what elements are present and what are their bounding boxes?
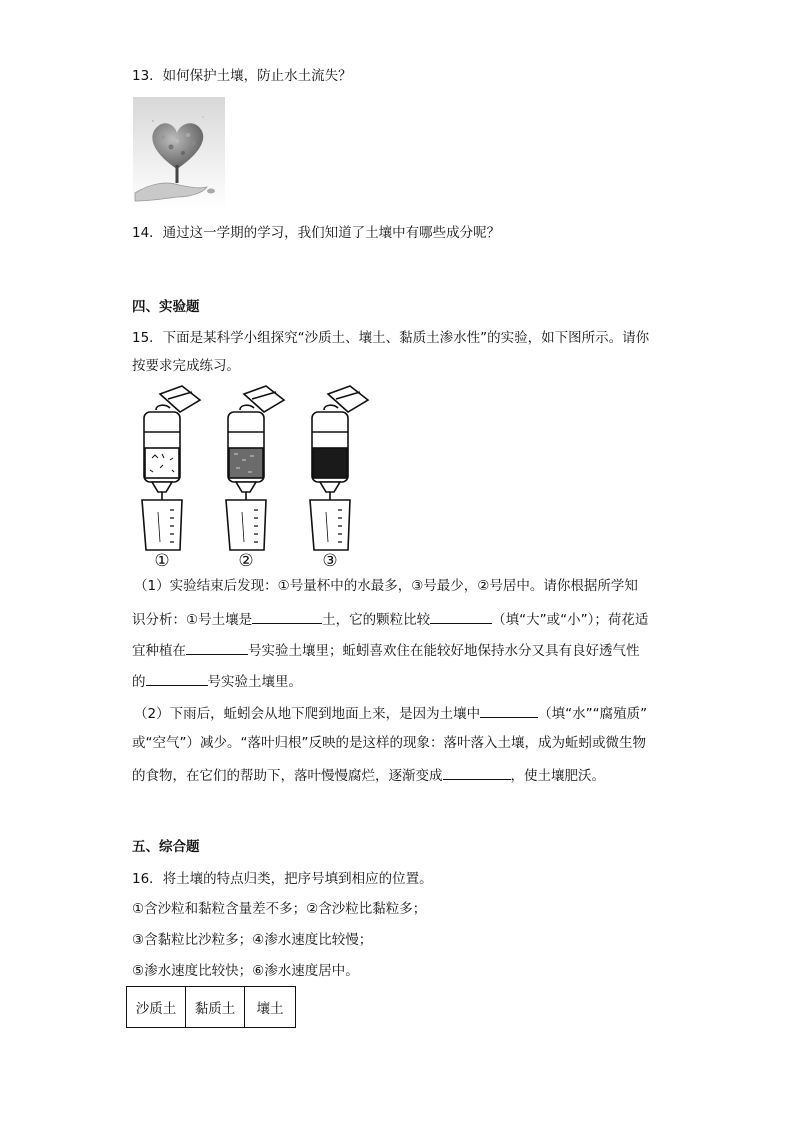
q15-part2-line-2: 或“空气”）减少。“落叶归根”反映的是这样的现象：落叶落入土壤，成为蚯蚓或微生物	[132, 735, 646, 751]
question-16-line-3: ⑤渗水速度比较快；⑥渗水速度居中。	[132, 963, 359, 979]
section-4-title: 四、实验题	[132, 299, 200, 315]
question-15-intro-line-2: 按要求完成练习。	[132, 358, 240, 374]
table-row	[127, 987, 296, 1028]
answer-blank-earthworm-soil[interactable]	[146, 671, 208, 686]
q15-part1-line-1: （1）实验结束后发现：①号量杯中的水最多，③号最少，②号居中。请你根据所学知	[134, 578, 638, 594]
question-16-line-2: ③含黏粒比沙粒多；④渗水速度比较慢；	[132, 932, 373, 948]
answer-blank-leaf-decay[interactable]	[443, 765, 511, 780]
answer-blank-soil-type[interactable]	[252, 609, 322, 624]
question-15-intro-line-1: 15．下面是某科学小组探究“沙质土、壤土、黏质土渗水性”的实验，如下图所示。请你	[132, 330, 650, 346]
question-16-line-1: ①含沙粒和黏粒含量差不多；②含沙粒比黏粒多；	[132, 901, 427, 917]
table-header-clay-soil[interactable]: 黏质土	[186, 987, 245, 1028]
question-13: 13．如何保护土壤，防止水土流失？	[132, 68, 352, 84]
answer-blank-soil-component[interactable]	[480, 703, 538, 718]
figure-label-2: ②	[238, 551, 254, 570]
q15-part1-line-2: 识分析：①号土壤是 土，它的颗粒比较 （填“大”或“小”）；荷花适	[132, 609, 648, 629]
apparatus-2	[226, 386, 284, 550]
soil-classification-table	[126, 986, 296, 1028]
q15-part2-line-1: （2）下雨后，蚯蚓会从地下爬到地面上来，是因为土壤中 （填“水”“腐殖质”	[134, 703, 647, 723]
question-16-intro: 16．将土壤的特点归类，把序号填到相应的位置。	[132, 871, 433, 887]
section-5-title: 五、综合题	[132, 839, 200, 855]
q15-part2-line-3: 的食物，在它们的帮助下，落叶慢慢腐烂，逐渐变成 ，使土壤肥沃。	[132, 765, 605, 785]
apparatus-3	[310, 386, 368, 550]
figure-label-3: ③	[322, 551, 338, 570]
q15-part1-line-4: 的 号实验土壤里。	[132, 671, 302, 691]
apparatus-1	[142, 386, 200, 550]
table-header-sandy-soil[interactable]: 沙质土	[127, 987, 186, 1028]
figure-label-1: ①	[154, 551, 170, 570]
answer-blank-particle-size[interactable]	[430, 609, 492, 624]
answer-blank-lotus-soil[interactable]	[186, 640, 248, 655]
table-header-loam-soil[interactable]: 壤土	[245, 987, 296, 1028]
heart-tree-hand-image	[133, 97, 225, 210]
seepage-experiment-figure	[130, 382, 380, 570]
question-14: 14．通过这一学期的学习，我们知道了土壤中有哪些成分呢？	[132, 225, 501, 241]
q15-part1-line-3: 宜种植在 号实验土壤里；蚯蚓喜欢住在能较好地保持水分又具有良好透气性	[132, 640, 640, 660]
